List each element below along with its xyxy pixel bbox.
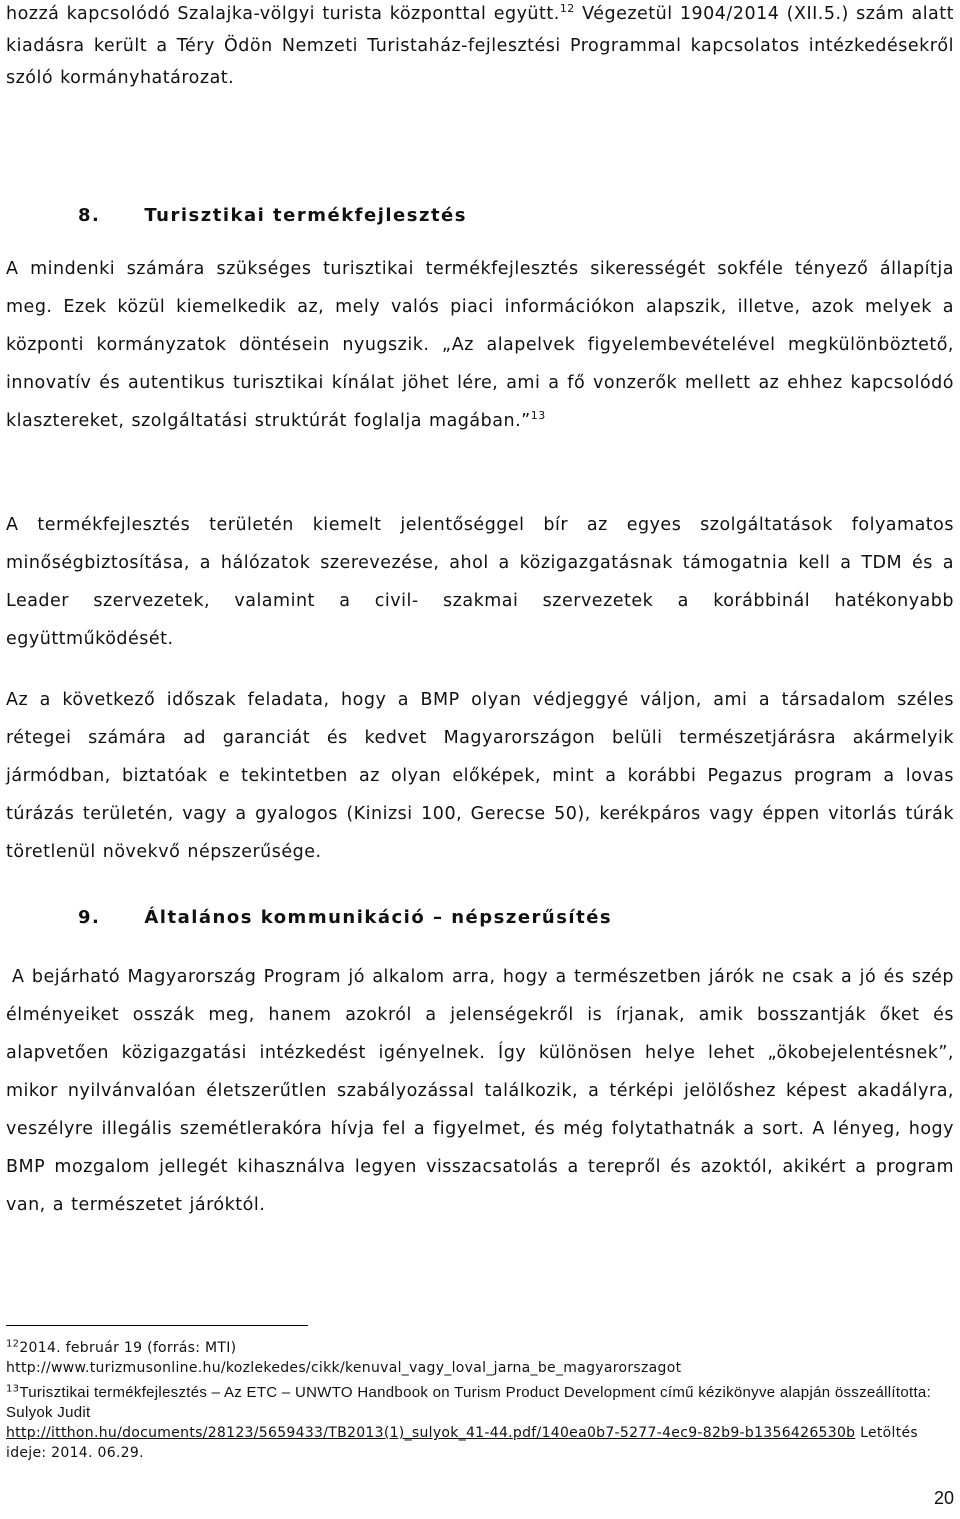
intro-paragraph [6, 0, 954, 94]
footnote-ref-13[interactable]: 13 [530, 409, 546, 423]
footnote-12-number: 12 [6, 1338, 20, 1350]
footnote-ref-12[interactable]: 12 [559, 2, 575, 16]
section-9-heading [78, 907, 612, 928]
section-9-number: 9. [78, 907, 101, 928]
footnote-13-link[interactable]: http://itthon.hu/documents/28123/5659433/TB2013(1)_sulyok_41-44.pdf/140ea0b7-5277-4ec9-82b9-b1356426530b [6, 1425, 856, 1441]
footnote-13-download-date: Letöltés ideje: 2014. 06.29. [6, 1425, 919, 1461]
footnote-13 [6, 1383, 954, 1463]
section-8-paragraph-1 [6, 250, 954, 440]
section-8-paragraph-2: A termékfejlesztés területén kiemelt jelentőséggel bír az egyes szolgáltatások folyamatos minőségbiztosítása, a hálózatok szerevezése, ahol a közigazgatásnak támogatnia kell a TDM és a Leader szervezetek, valamint a civil- szakmai szervezetek a korábbinál hatékonyabb együttműködését. [6, 515, 954, 649]
footnote-12 [6, 1338, 954, 1378]
intro-text-cont: Végezetül 1904/2014 (XII.5.) szám alatt kiadásra került a Téry Ödön Nemzeti Turistaház-fejlesztési Programmal kapcsolatos intézkedésekről szóló kormányhatározat. [6, 4, 955, 88]
section-8-title: Turisztikai termékfejlesztés [144, 205, 467, 226]
section-8-paragraph-3: Az a következő időszak feladata, hogy a BMP olyan védjeggyé váljon, ami a társadalom széles rétegei számára ad garanciát és kedvet Magyarországon belüli természetjárásra akármelyik jármódban, biztatóak e tekintetben az olyan előképek, mint a korábbi Pegazus program a lovas túrázás területén, vagy a gyalogos (Kinizsi 100, Gerecse 50), kerékpáros vagy éppen vitorlás túrák töretlenül növekvő népszerűsége. [6, 690, 954, 862]
footnote-13-number: 13 [6, 1383, 20, 1395]
footnote-12-url: http://www.turizmusonline.hu/kozlekedes/cikk/kenuval_vagy_loval_jarna_be_magyarorszagot [6, 1360, 682, 1376]
section-8-heading [78, 205, 467, 226]
footnote-separator [6, 1325, 308, 1326]
intro-text: hozzá kapcsolódó Szalajka-völgyi turista központtal együtt. [6, 4, 560, 24]
footnote-12-text: 2014. február 19 (forrás: MTI) [19, 1340, 237, 1356]
section-8-para1-text: A mindenki számára szükséges turisztikai termékfejlesztés sikerességét sokféle tényező állapítja meg. Ezek közül kiemelkedik az, mely valós piaci információkon alapszik, illetve, azok melyek a központi kormányzatok döntésein nyugszik. „Az alapelvek figyelembevételével megkülönböztető, innovatív és autentikus turisztikai kínálat jöhet lére, ami a fő vonzerők mellett az ehhez kapcsolódó klasztereket, szolgáltatási struktúrát foglalja magában.” [6, 259, 954, 431]
section-8-number: 8. [78, 205, 101, 226]
page-number: 20 [933, 1488, 954, 1508]
footnote-13-text: Turisztikai termékfejlesztés – Az ETC – UNWTO Handbook on Turism Product Development című kézikönyve alapján összeállította: Sulyok Judit [6, 1384, 932, 1421]
section-9-title: Általános kommunikáció – népszerűsítés [144, 907, 613, 928]
section-9-paragraph-1: A bejárható Magyarország Program jó alkalom arra, hogy a természetben járók ne csak a jó és szép élményeiket osszák meg, hanem azokról a jelenségekről is írjanak, amik bosszantják őket és alapvetően közigazgatási intézkedést igényelnek. Így különösen helye lehet „ökobejelentésnek”, mikor nyilvánvalóan életszerűtlen szabályozással találkozik, a térképi jelölőshez képest akadályra, veszélyre illegális szemétlerakóra hívja fel a figyelmet, és még folytathatnák a sort. A lényeg, hogy BMP mozgalom jellegét kihasználva legyen visszacsatolás a terepről és azoktól, akikért a program van, a természetet járóktól. [6, 967, 954, 1215]
